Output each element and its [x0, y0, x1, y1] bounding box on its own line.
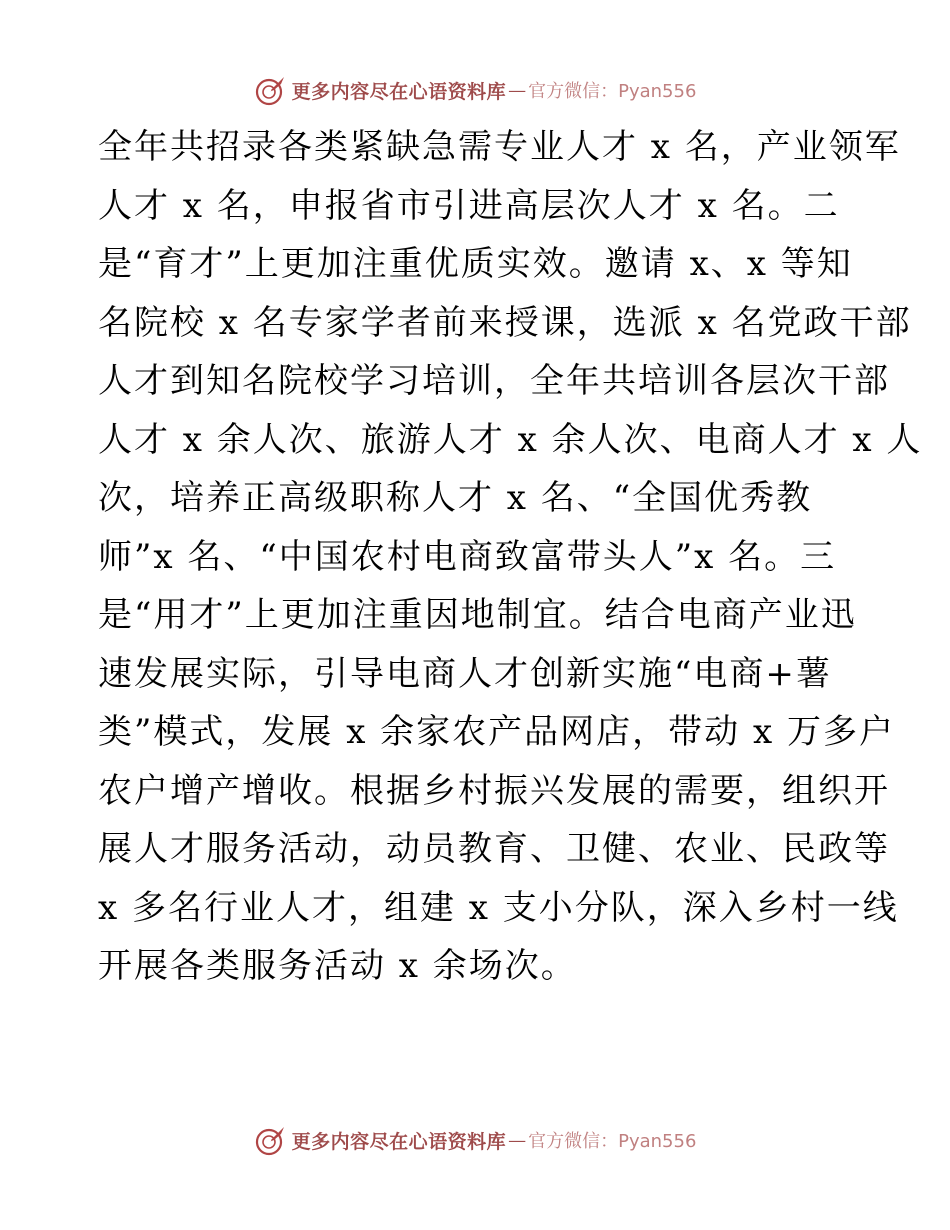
text-line: 人才 x 余人次、旅游人才 x 余人次、电商人才 x 人 — [98, 419, 923, 460]
text-line: 是“育才”上更加注重优质实效。邀请 x、x 等知 — [98, 244, 853, 284]
text-line: 次，培养正高级职称人才 x 名、“全国优秀教 — [98, 478, 813, 518]
text-line: 是“用才”上更加注重因地制宜。结合电商产业迅 — [98, 595, 857, 635]
banner-title: 更多内容尽在心语资料库 — [291, 80, 507, 103]
text-line: 农户增产增收。根据乡村振兴发展的需要，组织开 — [98, 770, 890, 811]
header-banner — [0, 70, 950, 110]
text-line: 开展各类服务活动 x 余场次。 — [98, 946, 577, 986]
text-line: 展人才服务活动，动员教育、卫健、农业、民政等 — [98, 829, 890, 869]
banner-wechat-id: 官方微信：Pyan556 — [528, 1131, 697, 1152]
banner-title: 更多内容尽在心语资料库 — [291, 1130, 507, 1153]
quill-pen-logo-icon — [254, 1123, 288, 1157]
footer-banner — [0, 1120, 950, 1160]
text-line: 名院校 x 名专家学者前来授课，选派 x 名党政干部 — [98, 302, 912, 343]
banner-wechat-id: 官方微信：Pyan556 — [528, 81, 697, 102]
text-line: 速发展实际，引导电商人才创新实施“电商+薯 — [98, 653, 832, 694]
text-line: x 多名行业人才，组建 x 支小分队，深入乡村一线 — [98, 887, 899, 928]
text-line: 全年共招录各类紧缺急需专业人才 x 名，产业领军 — [98, 127, 901, 167]
text-line: 师”x 名、“中国农村电商致富带头人”x 名。三 — [98, 536, 837, 577]
text-line: 类”模式，发展 x 余家农产品网店，带动 x 万多户 — [98, 712, 895, 752]
banner-dash: — — [508, 79, 527, 101]
quill-pen-logo-icon — [254, 73, 288, 107]
text-line: 人才到知名院校学习培训，全年共培训各层次干部 — [98, 361, 890, 401]
document-body — [98, 118, 923, 996]
banner-dash: — — [508, 1129, 527, 1151]
text-line: 人才 x 名，申报省市引进高层次人才 x 名。二 — [98, 185, 840, 226]
